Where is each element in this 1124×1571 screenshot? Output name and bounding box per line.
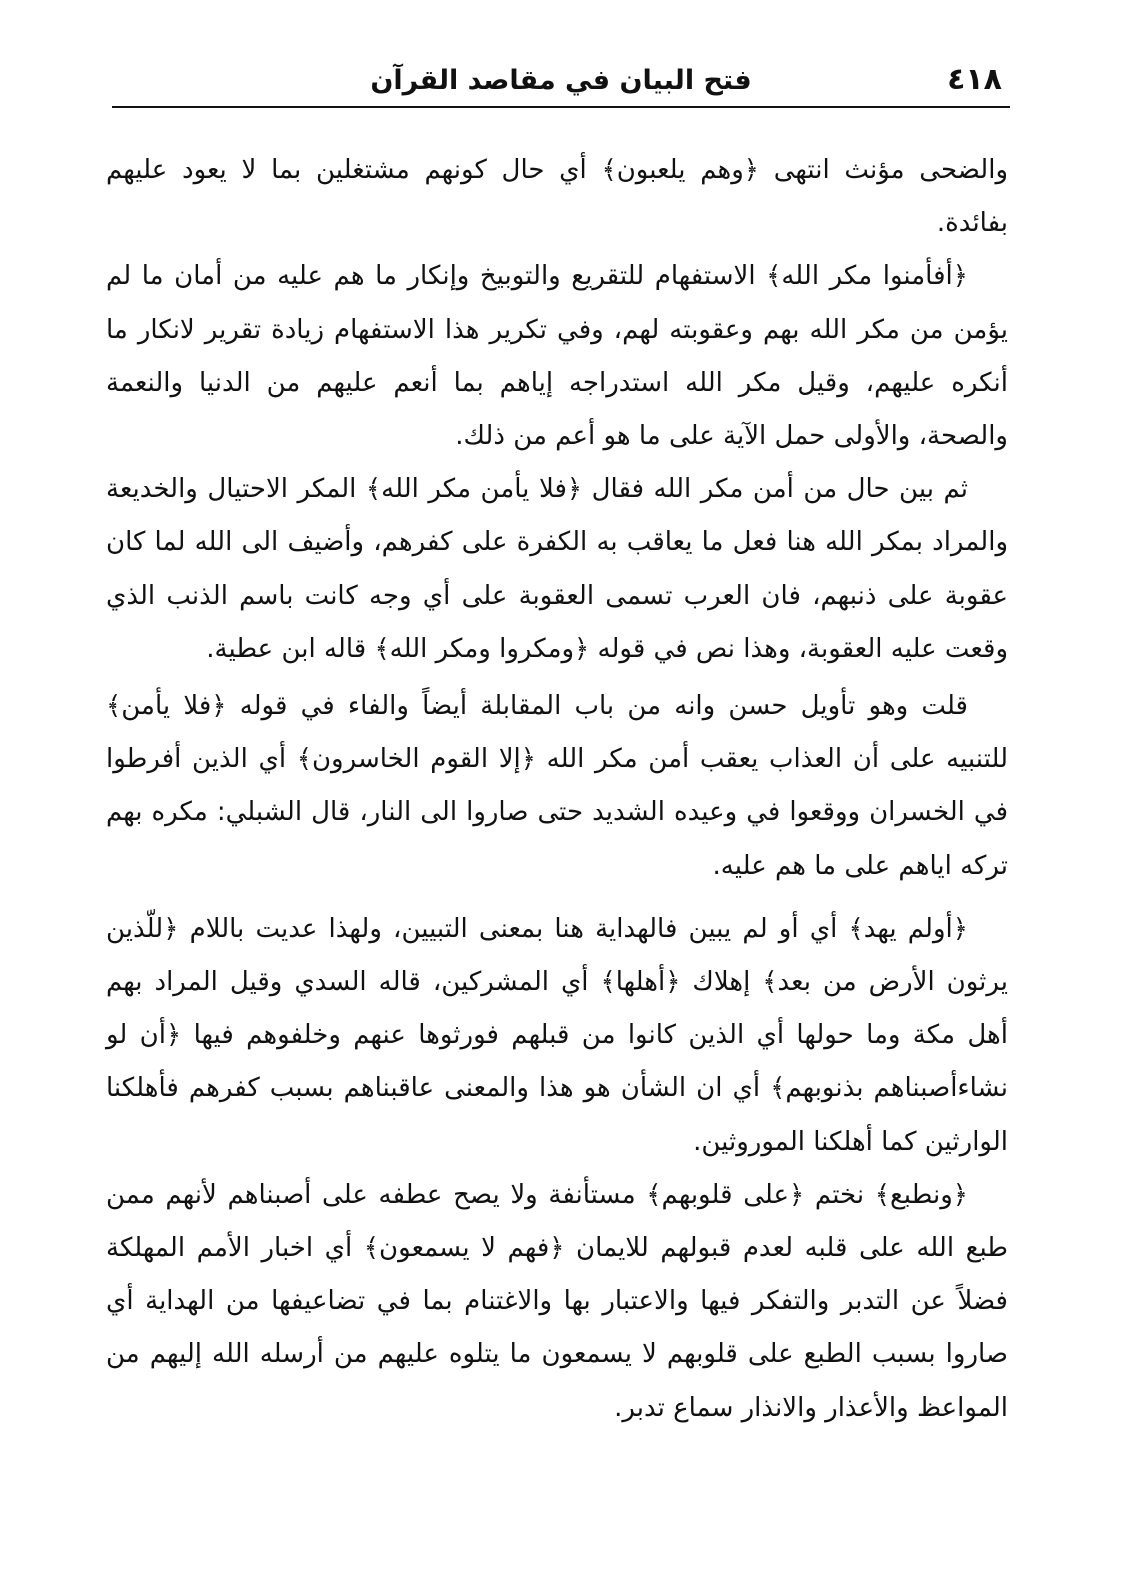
paragraph-4: قلت وهو تأويل حسن وانه من باب المقابلة أيضاً والفاء في قوله ﴿فلا يأمن﴾ للتنبيه على أن العذاب يعقب أمن مكر الله ﴿إلا القوم الخاسرون﴾ أي الذين أفرطوا في الخسران ووقعوا في وعيده الشديد حتى صاروا الى النار، قال الشبلي: مكره بهم تركه اياهم على ما هم عليه. <box>106 691 1008 881</box>
running-title: فتح البيان في مقاصد القرآن <box>370 65 752 96</box>
body-text <box>106 144 1008 1435</box>
paragraph-6: ﴿ونطبع﴾ نختم ﴿على قلوبهم﴾ مستأنفة ولا يصح عطفه على أصبناهم لأنهم ممن طبع الله على قلبه لعدم قبولهم للايمان ﴿فهم لا يسمعون﴾ أي اخبار الأمم المهلكة فضلاً عن التدبر والتفكر فيها والاعتبار بها والاغتنام بما في تضاعيفها من الهداية أي صاروا بسبب الطبع على قلوبهم لا يسمعون ما يتلوه عليهم من أرسله الله إليهم من المواعظ والأعذار والانذار سماع تدبر. <box>106 1179 1008 1423</box>
page-number: ٤١٨ <box>947 62 1002 97</box>
paragraph-1: والضحى مؤنث انتهى ﴿وهم يلعبون﴾ أي حال كونهم مشتغلين بما لا يعود عليهم بفائدة. <box>106 155 1008 239</box>
paragraph-2: ﴿أفأمنوا مكر الله﴾ الاستفهام للتقريع والتوبيخ وإنكار ما هم عليه من أمان ما لم يؤمن من مكر الله بهم وعقوبته لهم، وفي تكرير هذا الاستفهام زيادة تقرير لانكار ما أنكره عليهم، وقيل مكر الله استدراجه إياهم بما أنعم عليهم من الدنيا والنعمة والصحة، والأولى حمل الآية على ما هو أعم من ذلك. <box>106 261 1008 452</box>
paragraph-5: ﴿أولم يهد﴾ أي أو لم يبين فالهداية هنا بمعنى التبيين، ولهذا عديت باللام ﴿للّذين يرثون الأرض من بعد﴾ إهلاك ﴿أهلها﴾ أي المشركين، قاله السدي وقيل المراد بهم أهل مكة وما حولها أي الذين كانوا من قبلهم فورثوها عنهم وخلفوهم فيها ﴿أن لو نشاءأصبناهم بذنوبهم﴾ أي ان الشأن هو هذا والمعنى عاقبناهم بسبب كفرهم فأهلكنا الوارثين كما أهلكنا الموروثين. <box>106 913 1008 1157</box>
page-header <box>112 52 1010 108</box>
paragraph-3: ثم بين حال من أمن مكر الله فقال ﴿فلا يأمن مكر الله﴾ المكر الاحتيال والخديعة والمراد بمكر الله هنا فعل ما يعاقب به الكفرة على كفرهم، وأضيف الى الله لما كان عقوبة على ذنبهم، فان العرب تسمى العقوبة على أي وجه كانت باسم الذنب الذي وقعت عليه العقوبة، وهذا نص في قوله ﴿ومكروا ومكر الله﴾ قاله ابن عطية. <box>106 474 1008 664</box>
